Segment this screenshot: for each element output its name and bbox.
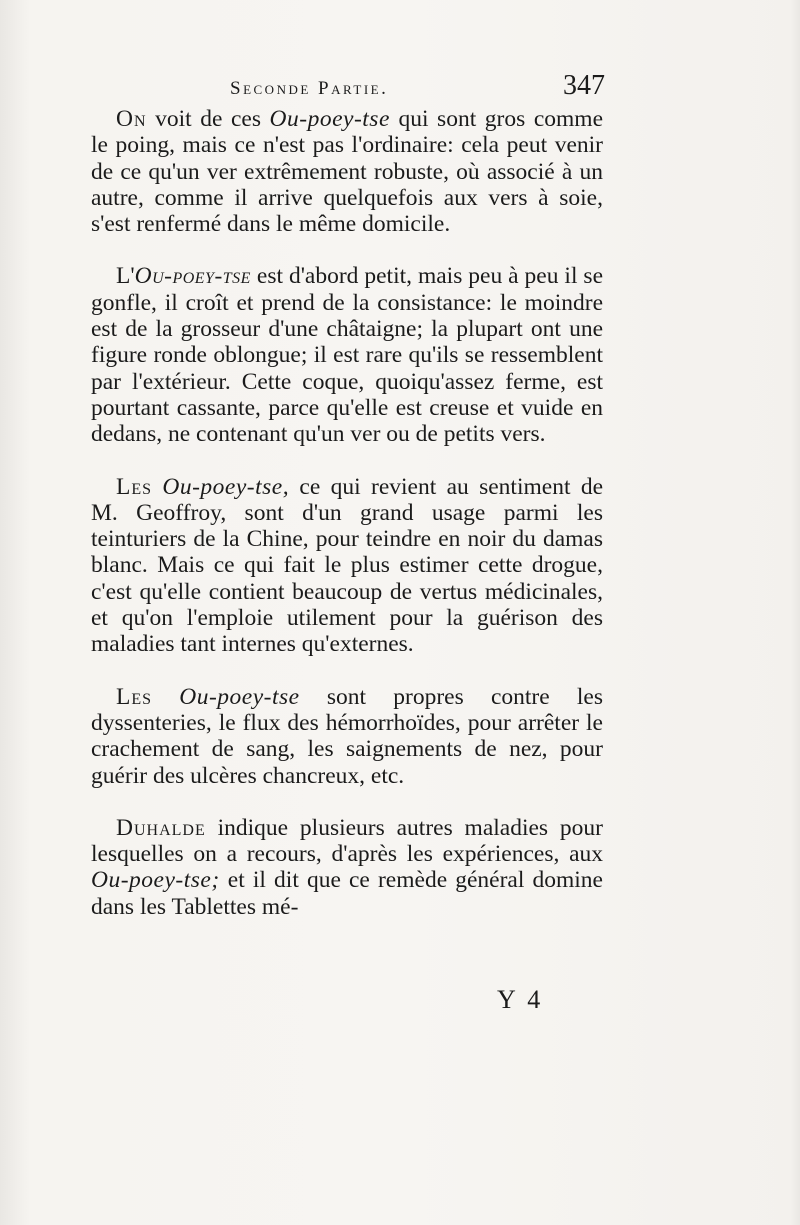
styled-text: Duhalde xyxy=(116,814,206,841)
signature-mark: Y 4 xyxy=(497,985,544,1014)
text-run xyxy=(152,684,179,710)
styled-text: Ou-poey-tse xyxy=(179,683,300,710)
styled-text: Ou-poey-tse xyxy=(269,106,390,132)
styled-text: Les xyxy=(116,683,153,710)
paragraph xyxy=(91,815,603,920)
page-header xyxy=(230,70,605,106)
text-run: sont propres contre les dyssenteries, le flux des hémorrhoïdes, pour arrêter le crachement de sang, les saignements de nez, pour guérir des ulcères chancreux, etc. xyxy=(91,683,603,789)
paragraph xyxy=(91,263,603,447)
styled-text: Les xyxy=(116,473,153,500)
page-edge-shadow xyxy=(790,0,800,1225)
text-run: est d'abord petit, mais peu à peu il se gonfle, il croît et prend de la consistance: le moindre est de la grosseur d'une châtaigne; la plupart ont une figure ronde oblongue; il est rare qu'ils se ressemblent par l'extérieur. Cette coque, quoiqu'assez ferme, est pourtant cassante, parce qu'elle est creuse et vuide en dedans, ne contenant qu'un ver ou de petits vers. xyxy=(91,263,603,448)
text-run: ce qui revient au sentiment de M. Geoffroy, sont d'un grand usage parmi les teinturiers de la Chine, pour teindre en noir du damas blanc. Mais ce qui fait le plus estimer cette drogue, c'est qu'elle contient beaucoup de vertus médicinales, et qu'on l'emploie utilement pour la guérison des maladies tant internes qu'externes. xyxy=(91,473,603,658)
styled-text: Ou-poey-tse; xyxy=(91,867,220,894)
text-run: L' xyxy=(116,263,135,290)
paragraph xyxy=(91,684,603,789)
page-number: 347 xyxy=(563,70,605,101)
styled-text: On xyxy=(116,106,147,132)
text-run xyxy=(152,474,162,500)
text-run: et il dit que ce remède général domine dans les Tablettes mé- xyxy=(91,867,603,920)
text-run: voit de ces xyxy=(146,106,270,132)
styled-text: Ou-poey-tse xyxy=(134,263,251,290)
styled-text: Ou-poey-tse, xyxy=(162,473,290,500)
text-run: qui sont gros comme le poing, mais ce n'est pas l'ordinaire: cela peut venir de ce qu'un ver extrêmement robuste, où associé à un autre, comme il arrive quelquefois aux vers à soie, s'est renfermé dans le même domicile. xyxy=(91,106,603,238)
paragraph xyxy=(91,474,603,658)
body-text xyxy=(91,106,603,920)
text-run: indique plusieurs autres maladies pour lesquelles on a recours, d'après les expériences, aux xyxy=(91,814,603,868)
paragraph xyxy=(91,106,603,237)
running-head: Seconde Partie. xyxy=(230,78,389,99)
